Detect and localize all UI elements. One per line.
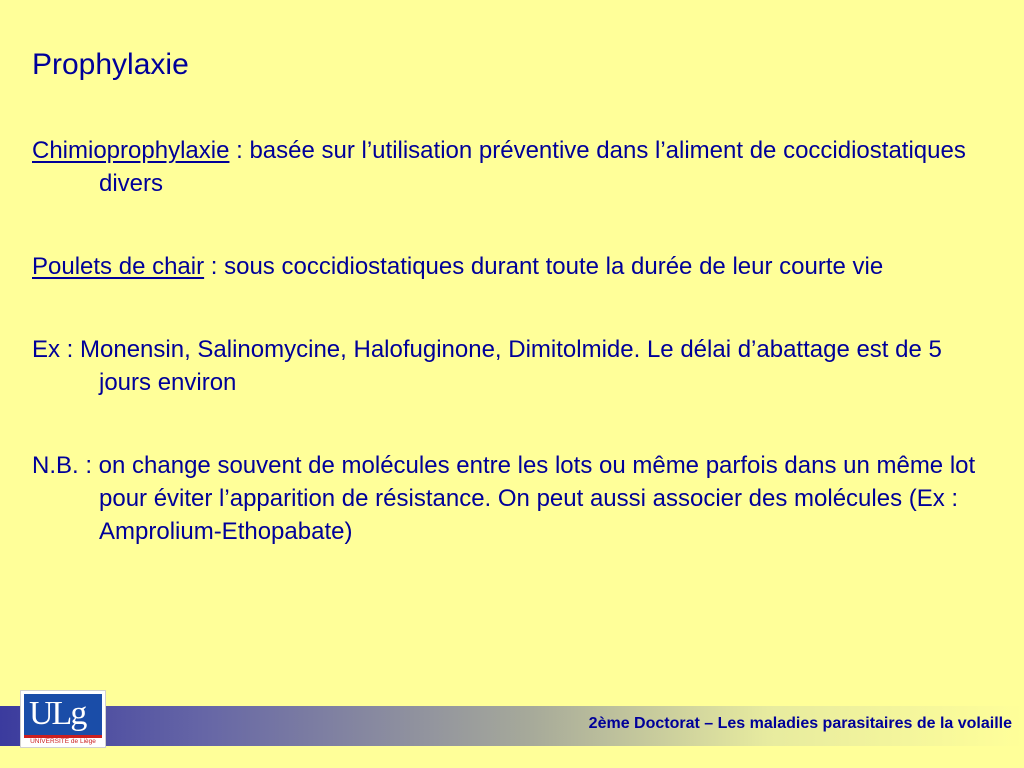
footer-text: 2ème Doctorat – Les maladies parasitaires de la volaille xyxy=(588,715,1012,732)
logo-mark: ULg xyxy=(29,695,86,732)
paragraph-nota-bene xyxy=(32,449,992,548)
logo-emblem xyxy=(24,694,102,735)
paragraph-chimioprophylaxie xyxy=(32,134,992,200)
paragraph-text: N.B. : on change souvent de molécules entre les lots ou même parfois dans un même lot pour éviter l’apparition de résistance. On peut aussi associer des molécules (Ex : Amprolium-Ethopabate) xyxy=(32,452,976,545)
paragraph-text: : sous coccidiostatiques durant toute la durée de leur courte vie xyxy=(204,253,884,280)
footer-bar xyxy=(0,706,1024,746)
paragraph-poulets-de-chair xyxy=(32,250,992,283)
slide-title: Prophylaxie xyxy=(32,48,189,81)
paragraph-lead: Chimioprophylaxie xyxy=(32,137,230,164)
paragraph-example xyxy=(32,333,992,399)
paragraph-text: Ex : Monensin, Salinomycine, Halofuginone, Dimitolmide. Le délai d’abattage est de 5 jours environ xyxy=(32,336,942,396)
slide-content xyxy=(32,134,992,598)
paragraph-text: : basée sur l’utilisation préventive dans l’aliment de coccidiostatiques divers xyxy=(99,137,966,197)
logo-subtitle: UNIVERSITÉ de Liège xyxy=(30,738,96,745)
university-logo xyxy=(20,690,106,748)
paragraph-lead: Poulets de chair xyxy=(32,253,205,280)
